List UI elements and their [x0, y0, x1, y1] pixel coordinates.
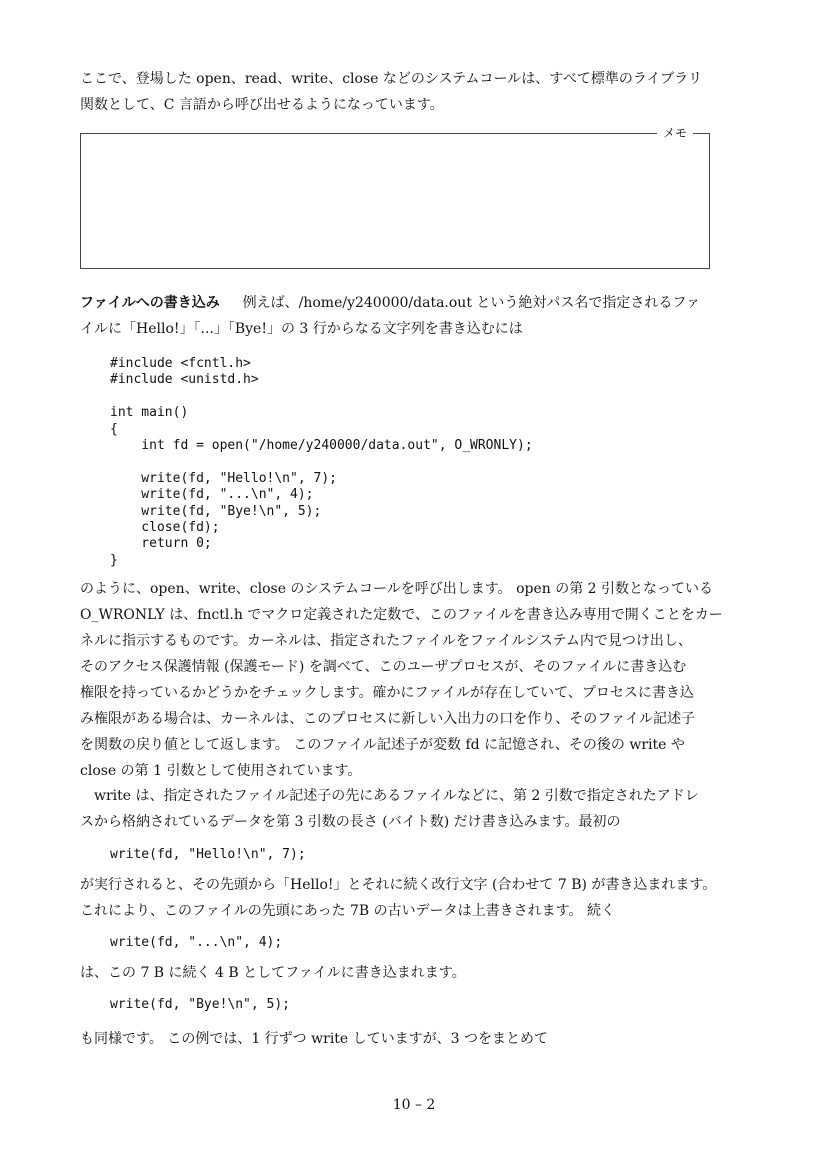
paragraph-2 — [80, 783, 711, 835]
text-line: ここで、登場した open、read、write、close などのシステムコールは、すべて標準のライブラリ — [80, 71, 703, 87]
text-line: O_WRONLY は、fnctl.h でマクロ定義された定数で、このファイルを書き込み専用で開くことをカー — [80, 607, 723, 623]
text-line: のように、open、write、close のシステムコールを呼び出します。 open の第 2 引数となっている — [80, 581, 714, 597]
text-span: 例えば、/home/y240000/data.out という絶対パス名で指定されるファ — [242, 295, 701, 311]
text-line: 権限を持っているかどうかをチェックします。確かにファイルが存在していて、プロセスに書き込 — [80, 685, 694, 701]
intro-paragraph — [80, 66, 711, 118]
code-line-2: write(fd, "...\n", 4); — [110, 935, 283, 950]
paragraph-5 — [80, 1026, 711, 1052]
text-line: これにより、このファイルの先頭にあった 7B の古いデータは上書きされます。 続く — [80, 903, 616, 919]
text-line: み権限がある場合は、カーネルは、このプロセスに新しい入出力の口を作り、そのファイル記述子 — [80, 711, 696, 727]
memo-label: メモ — [657, 125, 693, 141]
code-block-main: #include <fcntl.h> #include <unistd.h> int main() { int fd = open("/home/y240000/data.out", O_WRONLY); write(fd, "Hello!\n", 7); write(fd, "...\n", 4); write(fd, "Bye!\n", 5); close(fd); return 0; } — [110, 356, 533, 568]
paragraph-3 — [80, 872, 717, 924]
memo-box — [80, 126, 710, 269]
text-line: も同様です。 この例では、1 行ずつ write していますが、3 つをまとめて — [80, 1031, 549, 1047]
text-line: 関数として、C 言語から呼び出せるようになっています。 — [80, 97, 444, 113]
text-line: イルに「Hello!」「...」「Bye!」の 3 行からなる文字列を書き込むには — [80, 321, 523, 337]
code-line-3: write(fd, "Bye!\n", 5); — [110, 997, 291, 1012]
paragraph-4 — [80, 960, 711, 986]
text-line: write は、指定されたファイル記述子の先にあるファイルなどに、第 2 引数で指定されたアドレ — [80, 788, 699, 804]
text-line: そのアクセス保護情報 (保護モード) を調べて、このユーザプロセスが、そのファイルに書き込む — [80, 659, 687, 675]
section-heading: ファイルへの書き込み — [80, 295, 220, 311]
text-line: close の第 1 引数として使用されています。 — [80, 763, 362, 779]
text-line: スから格納されているデータを第 3 引数の長さ (バイト数) だけ書き込みます。最初の — [80, 814, 621, 830]
text-line: を関数の戻り値として返します。 このファイル記述子が変数 fd に記憶され、その後の write や — [80, 737, 685, 753]
text-line: は、この 7 B に続く 4 B としてファイルに書き込まれます。 — [80, 965, 466, 981]
text-line — [80, 290, 711, 316]
section-paragraph — [80, 290, 711, 342]
page-number: 10 – 2 — [392, 1097, 436, 1113]
paragraph-1 — [80, 576, 723, 784]
text-line: が実行されると、その先頭から「Hello!」とそれに続く改行文字 (合わせて 7 B) が書き込まれます。 — [80, 877, 717, 893]
code-line-1: write(fd, "Hello!\n", 7); — [110, 847, 306, 862]
text-line: ネルに指示するものです。カーネルは、指定されたファイルをファイルシステム内で見つけ出し、 — [80, 633, 692, 649]
